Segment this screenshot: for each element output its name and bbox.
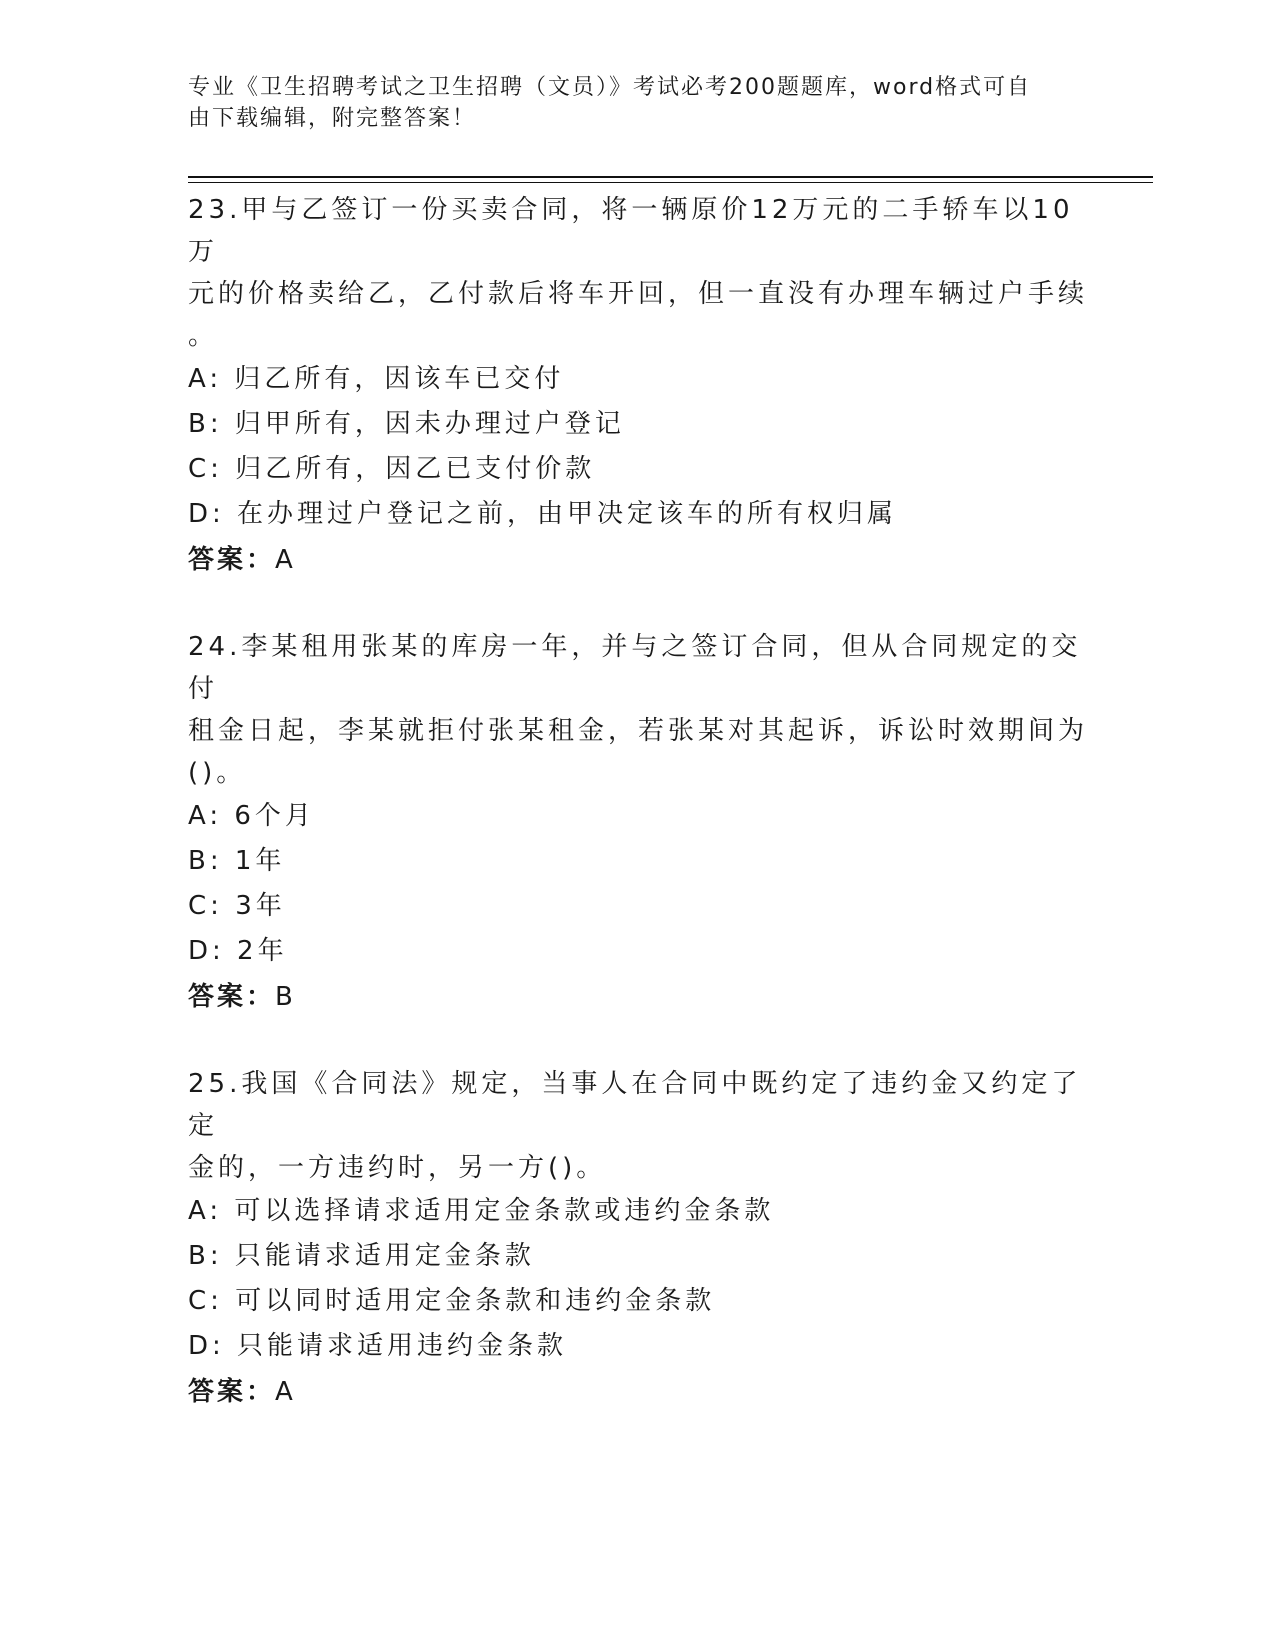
answer-value: B (275, 982, 296, 1012)
option-label: A: (188, 801, 223, 831)
option-b (188, 402, 1088, 447)
option-text: 只能请求适用违约金条款 (237, 1331, 568, 1361)
option-label: D: (188, 936, 225, 966)
option-a (188, 357, 1088, 402)
question-stem-line: 金的，一方违约时，另一方()。 (188, 1153, 607, 1183)
option-label: C: (188, 454, 223, 484)
answer-line (188, 974, 1088, 1020)
question-stem-line: 元的价格卖给乙，乙付款后将车开回，但一直没有办理车辆过户手续 (188, 279, 1089, 309)
option-text: 3年 (235, 891, 286, 921)
option-text: 归乙所有，因该车已交付 (234, 364, 565, 394)
answer-line (188, 1369, 1088, 1415)
answer-value: A (275, 1377, 296, 1407)
option-label: A: (188, 364, 223, 394)
option-text: 只能请求适用定金条款 (234, 1241, 535, 1271)
question-stem-line: 23.甲与乙签订一份买卖合同，将一辆原价12万元的二手轿车以10万 (188, 195, 1074, 267)
question-24 (188, 626, 1088, 1020)
answer-line (188, 537, 1088, 583)
header-divider-thick (188, 176, 1153, 178)
question-23 (188, 189, 1088, 583)
option-label: B: (188, 846, 223, 876)
option-text: 在办理过户登记之前，由甲决定该车的所有权归属 (237, 499, 898, 529)
question-stem-line: 租金日起，李某就拒付张某租金，若张某对其起诉，诉讼时效期间为 (188, 716, 1089, 746)
option-text: 6个月 (234, 801, 315, 831)
question-stem-line: 24.李某租用张某的库房一年，并与之签订合同，但从合同规定的交付 (188, 632, 1082, 704)
document-header (188, 72, 1068, 134)
option-label: D: (188, 1331, 225, 1361)
question-stem-line: 25.我国《合同法》规定，当事人在合同中既约定了违约金又约定了定 (188, 1069, 1082, 1141)
option-label: D: (188, 499, 225, 529)
option-c (188, 884, 1088, 929)
option-text: 可以选择请求适用定金条款或违约金条款 (234, 1196, 775, 1226)
header-divider-thin (188, 182, 1153, 183)
question-stem-line: 。 (188, 321, 219, 351)
option-b (188, 839, 1088, 884)
answer-label: 答案： (188, 545, 276, 575)
option-a (188, 794, 1088, 839)
answer-label: 答案： (188, 982, 276, 1012)
answer-value: A (275, 545, 296, 575)
header-title-line-2: 由下载编辑，附完整答案！ (188, 106, 477, 131)
option-text: 可以同时适用定金条款和违约金条款 (235, 1286, 716, 1316)
option-label: B: (188, 1241, 223, 1271)
question-list (188, 189, 1088, 1458)
header-title-line-1: 专业《卫生招聘考试之卫生招聘（文员）》考试必考200题题库，word格式可自 (188, 75, 1032, 100)
option-c (188, 447, 1088, 492)
option-d (188, 1324, 1088, 1369)
option-text: 1年 (234, 846, 286, 876)
question-25 (188, 1063, 1088, 1415)
option-label: C: (188, 1286, 223, 1316)
option-d (188, 929, 1088, 974)
option-b (188, 1234, 1088, 1279)
question-stem-line: ()。 (188, 758, 247, 788)
option-a (188, 1189, 1088, 1234)
option-text: 2年 (237, 936, 288, 966)
answer-label: 答案： (188, 1377, 276, 1407)
option-label: A: (188, 1196, 223, 1226)
option-d (188, 492, 1088, 537)
option-label: C: (188, 891, 223, 921)
option-text: 归甲所有，因未办理过户登记 (234, 409, 625, 439)
option-text: 归乙所有，因乙已支付价款 (235, 454, 596, 484)
option-c (188, 1279, 1088, 1324)
option-label: B: (188, 409, 223, 439)
